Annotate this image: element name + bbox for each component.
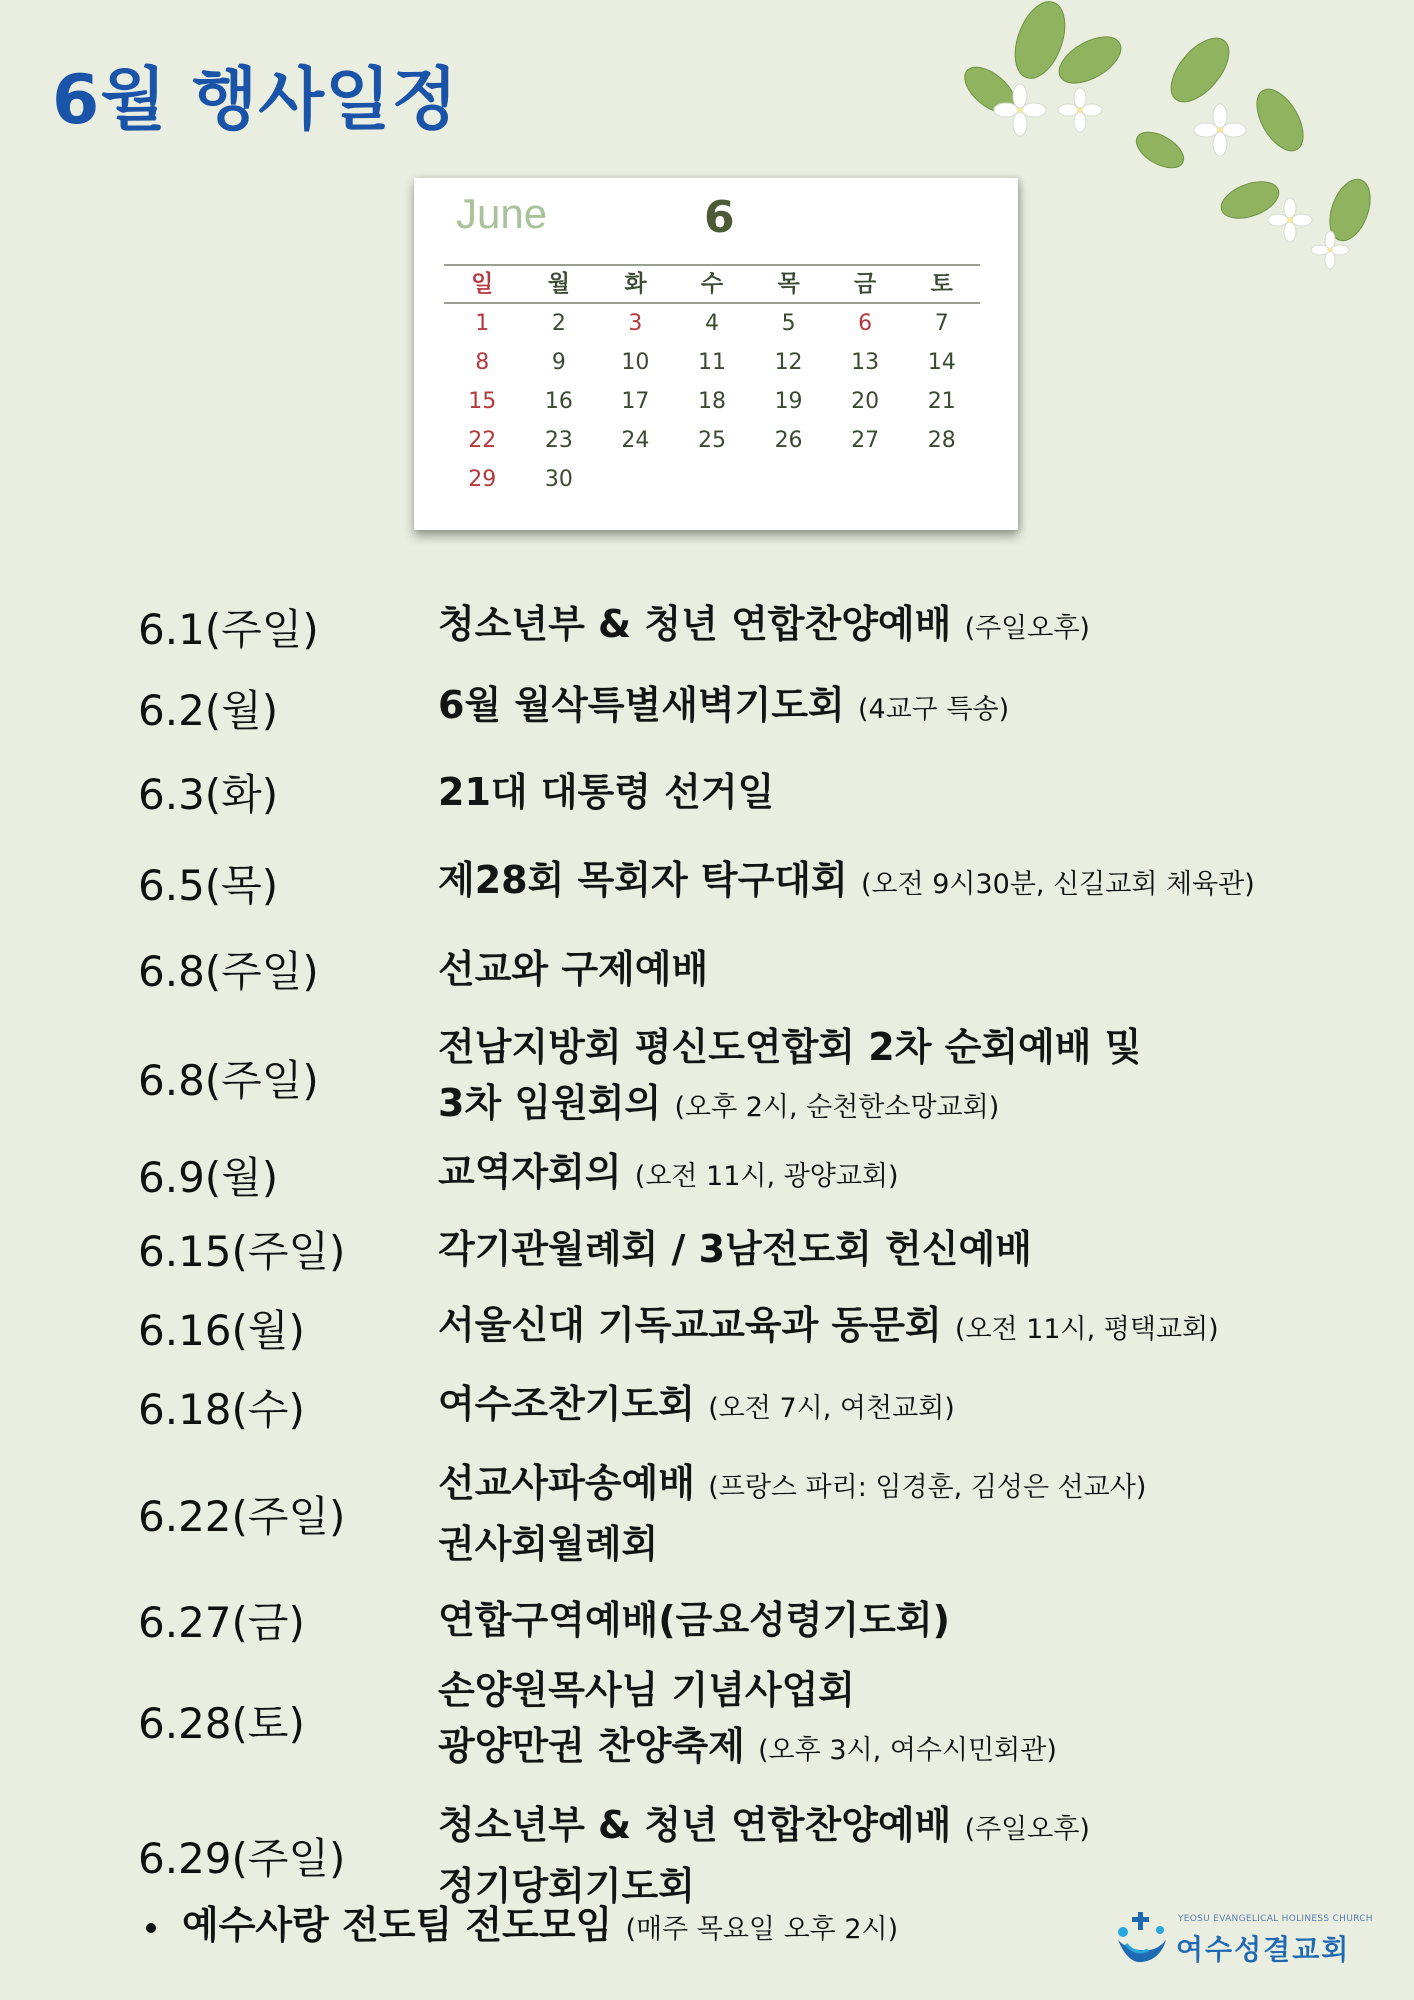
footer-main: 예수사랑 전도팀 전도모임 — [182, 1903, 613, 1947]
event-title: 3차 임원회의 — [438, 1081, 662, 1125]
event-line — [438, 596, 1090, 657]
event-row — [138, 1662, 1378, 1779]
event-date: 6.27(금) — [138, 1598, 305, 1647]
event-row — [138, 1455, 1378, 1572]
calendar-day: 19 — [774, 389, 803, 414]
event-title: 서울신대 기독교교육과 동문회 — [438, 1303, 942, 1347]
event-note: (주일오후) — [964, 613, 1090, 644]
logo-korean-text: 여수성결교회 — [1176, 1933, 1351, 1966]
calendar-day: 8 — [475, 350, 490, 375]
calendar-weekday: 토 — [903, 264, 980, 304]
calendar-weekday: 수 — [674, 264, 751, 304]
event-date: 6.29(주일) — [138, 1833, 346, 1883]
calendar-weekday: 월 — [521, 264, 598, 304]
event-title: 제28회 목회자 탁구대회 — [438, 858, 848, 902]
event-title: 선교와 구제예배 — [438, 947, 709, 991]
event-date: 6.8(주일) — [138, 1055, 319, 1105]
event-detail — [438, 1019, 1141, 1136]
event-title: 6월 월삭특별새벽기도회 — [438, 683, 845, 727]
event-date: 6.1(주일) — [138, 604, 319, 654]
event-line — [438, 677, 1009, 738]
logo-english-text: YEOSU EVANGELICAL HOLINESS CHURCH — [1178, 1914, 1373, 1924]
event-line — [438, 1516, 1146, 1572]
event-line — [438, 1455, 1146, 1516]
calendar-day: 1 — [475, 311, 490, 336]
calendar-day: 13 — [851, 350, 880, 375]
calendar-card — [414, 178, 1018, 530]
calendar-day: 28 — [927, 428, 956, 453]
event-detail — [438, 852, 1255, 913]
calendar-day: 10 — [621, 350, 650, 375]
footer-note — [146, 1894, 898, 1949]
calendar-day: 7 — [934, 311, 949, 336]
event-note: (오전 11시, 평택교회) — [954, 1314, 1219, 1345]
calendar-day: 22 — [468, 428, 497, 453]
event-line — [438, 1797, 1090, 1858]
event-date: 6.5(목) — [138, 860, 279, 910]
calendar-day: 12 — [774, 350, 803, 375]
bullet-icon — [146, 1923, 156, 1933]
event-date: 6.16(월) — [138, 1305, 305, 1355]
event-note: (오전 7시, 여천교회) — [708, 1393, 955, 1424]
event-row — [138, 1376, 1378, 1437]
calendar-day: 25 — [697, 428, 726, 453]
event-row — [138, 1590, 1378, 1650]
event-date: 6.3(화) — [138, 770, 279, 819]
calendar-day: 11 — [697, 350, 726, 375]
event-line — [438, 941, 708, 997]
event-detail — [438, 764, 774, 820]
event-note: (오후 3시, 여수시민회관) — [758, 1735, 1057, 1766]
calendar-day: 30 — [544, 467, 573, 492]
event-row — [138, 1219, 1378, 1279]
calendar-day: 17 — [621, 389, 650, 414]
calendar-day: 2 — [551, 311, 566, 336]
calendar-day: 4 — [704, 311, 719, 336]
event-title: 청소년부 & 청년 연합찬양예배 — [438, 602, 952, 646]
calendar-day: 24 — [621, 428, 650, 453]
calendar-weekday: 화 — [597, 264, 674, 304]
event-date: 6.8(주일) — [138, 947, 319, 996]
event-detail — [438, 1221, 1032, 1277]
calendar-grid — [444, 264, 980, 499]
event-title: 광양만권 찬양축제 — [438, 1724, 745, 1768]
event-row — [138, 596, 1378, 657]
event-line — [438, 1376, 955, 1437]
event-detail — [438, 677, 1009, 738]
event-title: 연합구역예배(금요성령기도회) — [438, 1598, 950, 1642]
event-date: 6.22(주일) — [138, 1491, 346, 1541]
calendar-day: 9 — [551, 350, 566, 375]
event-title: 각기관월례회 / 3남전도회 헌신예배 — [438, 1227, 1032, 1271]
event-note: (주일오후) — [964, 1814, 1090, 1845]
event-row — [138, 939, 1378, 999]
calendar-day: 16 — [544, 389, 573, 414]
event-date: 6.18(수) — [138, 1384, 305, 1434]
calendar-day: 20 — [851, 389, 880, 414]
calendar-weekday: 금 — [827, 264, 904, 304]
church-logo — [1114, 1910, 1390, 1970]
church-logo-icon — [1114, 1910, 1170, 1966]
calendar-day: 18 — [697, 389, 726, 414]
event-detail — [438, 941, 708, 997]
event-title: 권사회월례회 — [438, 1522, 659, 1566]
calendar-day: 23 — [544, 428, 573, 453]
calendar-day: 14 — [927, 350, 956, 375]
calendar-day: 15 — [468, 389, 497, 414]
event-line — [438, 764, 774, 820]
event-row — [138, 1144, 1378, 1205]
event-date: 6.15(주일) — [138, 1227, 346, 1276]
calendar-day: 5 — [781, 311, 796, 336]
calendar-day: 3 — [628, 311, 643, 336]
event-date: 6.2(월) — [138, 685, 279, 735]
event-title: 청소년부 & 청년 연합찬양예배 — [438, 1803, 952, 1847]
event-detail — [438, 1144, 899, 1205]
event-line — [438, 1019, 1141, 1075]
footer-note-detail: (매주 목요일 오후 2시) — [625, 1914, 899, 1945]
event-line — [438, 1297, 1219, 1358]
event-title: 21대 대통령 선거일 — [438, 770, 775, 814]
calendar-day: 27 — [851, 428, 880, 453]
event-title: 손양원목사님 기념사업회 — [438, 1668, 856, 1712]
event-detail — [438, 1297, 1219, 1358]
calendar-day: 29 — [468, 467, 497, 492]
calendar-day: 26 — [774, 428, 803, 453]
event-title: 여수조찬기도회 — [438, 1382, 695, 1426]
event-title: 선교사파송예배 — [438, 1461, 695, 1505]
event-note: (오전 11시, 광양교회) — [634, 1161, 899, 1192]
event-title: 전남지방회 평신도연합회 2차 순회예배 및 — [438, 1025, 1142, 1069]
event-title: 교역자회의 — [438, 1150, 622, 1194]
calendar-weekday: 일 — [444, 264, 521, 304]
calendar-month-name: June — [456, 190, 548, 237]
calendar-month-number: 6 — [704, 192, 735, 243]
event-detail — [438, 1592, 950, 1648]
event-date: 6.28(토) — [138, 1698, 305, 1748]
event-line — [438, 1221, 1032, 1277]
event-row — [138, 762, 1378, 822]
page-title: 6월 행사일정 — [52, 61, 459, 140]
event-detail — [438, 1662, 1057, 1779]
event-title: 정기당회기도회 — [438, 1864, 695, 1908]
event-line — [438, 852, 1255, 913]
event-row — [138, 1297, 1378, 1358]
event-detail — [438, 1376, 955, 1437]
event-line — [438, 1144, 899, 1205]
event-line — [438, 1718, 1057, 1779]
event-note: (4교구 특송) — [858, 694, 1010, 725]
event-line — [438, 1592, 950, 1648]
calendar-day: 21 — [927, 389, 956, 414]
event-row — [138, 1019, 1378, 1136]
calendar-day: 6 — [858, 311, 873, 336]
event-detail — [438, 596, 1090, 657]
event-note: (프랑스 파리: 임경훈, 김성은 선교사) — [708, 1472, 1147, 1503]
event-line — [438, 1662, 1057, 1718]
event-date: 6.9(월) — [138, 1152, 279, 1202]
event-note: (오후 2시, 순천한소망교회) — [674, 1092, 1000, 1123]
event-schedule — [138, 578, 1378, 1914]
event-row — [138, 677, 1378, 738]
event-row — [138, 852, 1378, 913]
calendar-weekday: 목 — [750, 264, 827, 304]
event-note: (오전 9시30분, 신길교회 체육관) — [860, 869, 1255, 900]
event-detail — [438, 1455, 1146, 1572]
event-line — [438, 1075, 1141, 1136]
